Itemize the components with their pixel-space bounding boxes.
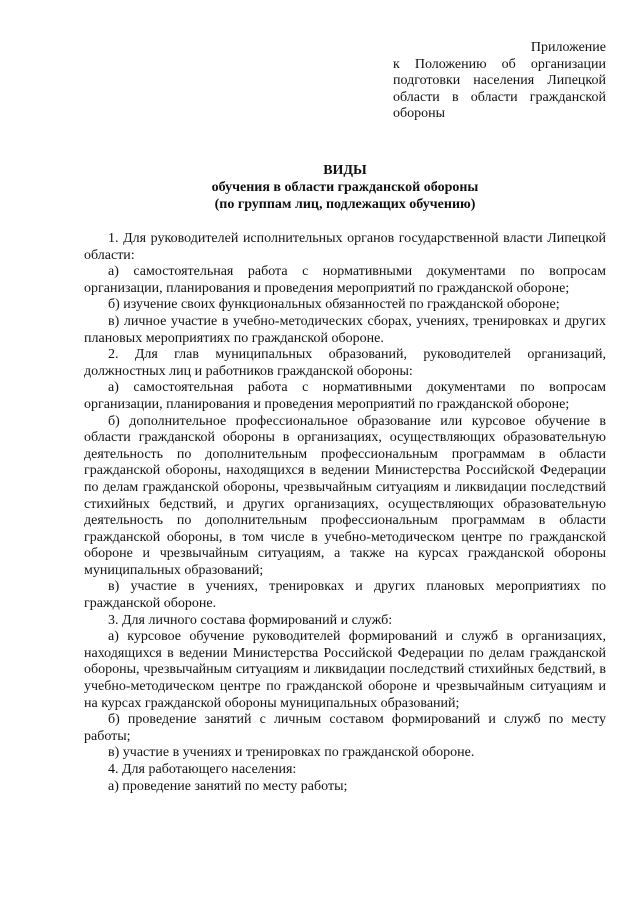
paragraph: а) самостоятельная работа с нормативными документами по вопросам организации, планирования и проведения мероприятий по гражданской обороне; xyxy=(84,264,606,296)
paragraph: б) проведение занятий с личным составом формирований и служб по месту работы; xyxy=(84,712,606,744)
appendix-title: Приложение xyxy=(530,40,606,55)
paragraph: 4. Для работающего населения: xyxy=(108,762,297,777)
appendix-line: области в области гражданской xyxy=(393,89,606,105)
paragraph: а) самостоятельная работа с нормативными документами по вопросам организации, планирования и проведения мероприятий по гражданской обороне; xyxy=(84,380,606,412)
paragraph: б) дополнительное профессиональное образование или курсовое обучение в области гражданской обороны в организациях, осуществляющих образовательную деятельность по дополнительным профессиональным программам в области гражданской обороны, находящихся в ведении Министерства Российской Федерации по делам гражданской обороны, чрезвычайным ситуациям и ликвидации последствий стихийных бедствий, и других организациях, осуществляющих образовательную деятельность по дополнительным профессиональным программам в области гражданской обороны, в том числе в учебно-методическом центре по гражданской обороне и чрезвычайным ситуациям, а также на курсах гражданской обороны муниципальных образований; xyxy=(84,413,606,578)
appendix-block xyxy=(393,40,606,123)
paragraph: 1. Для руководителей исполнительных органов государственной власти Липецкой области: xyxy=(84,231,606,263)
paragraph: в) личное участие в учебно-методических сборах, учениях, тренировках и других плановых мероприятиях по гражданской обороне. xyxy=(84,313,606,346)
heading-title: ВИДЫ xyxy=(323,163,367,178)
paragraph: в) участие в учениях и тренировках по гражданской обороне. xyxy=(108,745,475,761)
appendix-line: подготовки населения Липецкой xyxy=(393,73,606,89)
appendix-line: к Положению об организации xyxy=(393,56,606,72)
document-heading xyxy=(84,162,606,213)
document-body xyxy=(84,231,606,795)
paragraph: а) проведение занятий по месту работы; xyxy=(108,778,348,794)
paragraph: 2. Для глав муниципальных образований, руководителей организаций, должностных лиц и работников гражданской обороны: xyxy=(84,347,606,379)
paragraph: а) курсовое обучение руководителей формирований и служб в организациях, находящихся в ведении Министерства Российской Федерации по делам гражданской обороны, чрезвычайным ситуациям и ликвидации последствий стихийных бедствий, в учебно-методическом центре по гражданской обороне и чрезвычайным ситуациям и на курсах гражданской обороны муниципальных образований; xyxy=(84,629,606,711)
heading-subtitle: обучения в области гражданской обороны xyxy=(211,180,479,195)
paragraph: 3. Для личного состава формирований и служб: xyxy=(108,612,393,628)
paragraph: в) участие в учениях, тренировках и других плановых мероприятиях по гражданской обороне. xyxy=(84,579,606,612)
appendix-line: обороны xyxy=(393,106,446,122)
paragraph: б) изучение своих функциональных обязанностей по гражданской обороне; xyxy=(108,297,560,313)
heading-subtitle: (по группам лиц, подлежащих обучению) xyxy=(214,197,476,212)
